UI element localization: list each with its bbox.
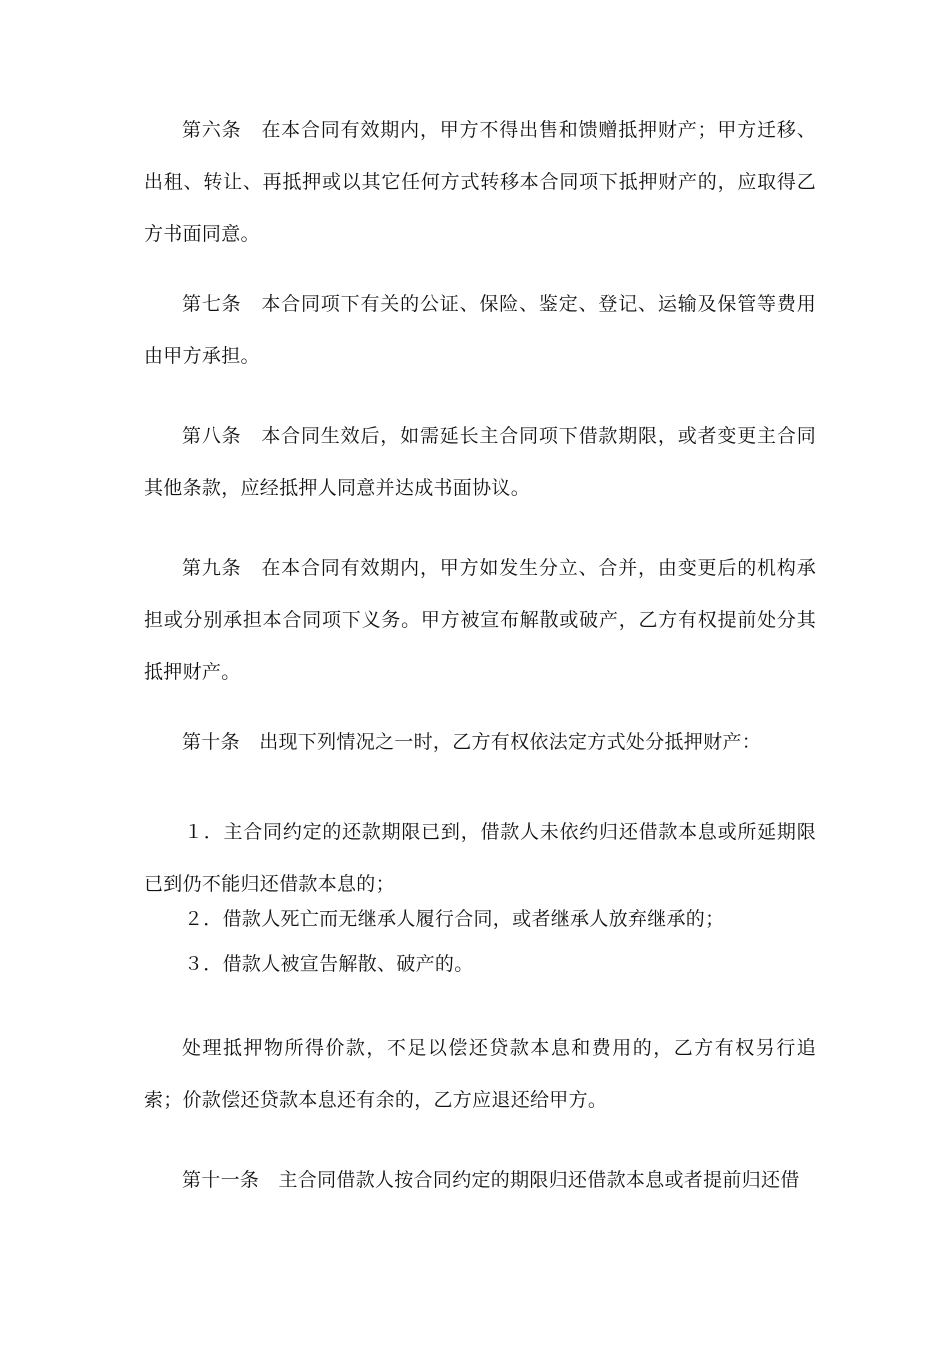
article-10-paragraph: 第十条 出现下列情况之一时，乙方有权依法定方式处分抵押财产： [182,731,762,753]
article-9-paragraph: 第九条 在本合同有效期内，甲方如发生分立、合并，由变更后的机构承担或分别承担本合同项下义务。甲方被宣布解散或破产，乙方有权提前处分其抵押财产。 [144,557,816,683]
article-10-item-1: １．主合同约定的还款期限已到，借款人未依约归还借款本息或所延期限已到仍不能归还借款本息的； [144,821,816,895]
article-8-paragraph: 第八条 本合同生效后，如需延长主合同项下借款期限，或者变更主合同其他条款，应经抵押人同意并达成书面协议。 [144,425,816,499]
proceeds-paragraph: 处理抵押物所得价款，不足以偿还贷款本息和费用的，乙方有权另行追索；价款偿还贷款本息还有余的，乙方应退还给甲方。 [144,1037,816,1111]
article-10-item-3: ３．借款人被宣告解散、破产的。 [184,953,474,975]
article-6-paragraph: 第六条 在本合同有效期内，甲方不得出售和馈赠抵押财产；甲方迁移、出租、转让、再抵押或以其它任何方式转移本合同项下抵押财产的，应取得乙方书面同意。 [144,119,816,245]
article-7-paragraph: 第七条 本合同项下有关的公证、保险、鉴定、登记、运输及保管等费用由甲方承担。 [144,293,816,367]
article-10-item-2: ２．借款人死亡而无继承人履行合同，或者继承人放弃继承的； [184,908,725,930]
article-11-paragraph: 第十一条 主合同借款人按合同约定的期限归还借款本息或者提前归还借 [182,1169,800,1191]
